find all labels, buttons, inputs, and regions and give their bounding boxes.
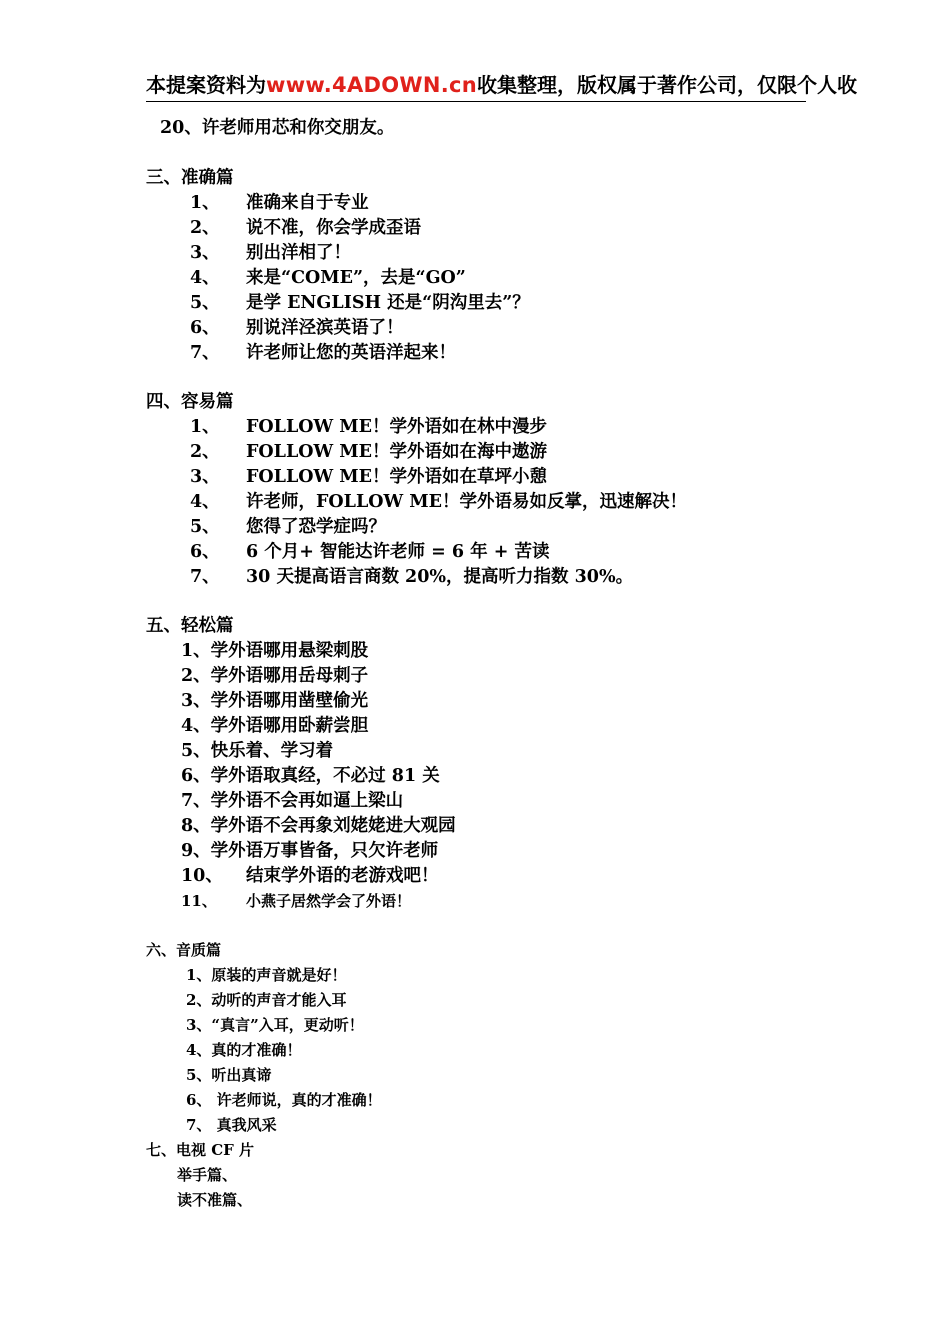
list-item: 4、学外语哪用卧薪尝胆 bbox=[181, 716, 369, 736]
page-header bbox=[146, 70, 950, 100]
list-item: 7、 许老师让您的英语洋起来！ bbox=[190, 343, 456, 363]
list-item: 3、 FOLLOW ME！学外语如在草坪小憩 bbox=[190, 467, 547, 487]
list-item: 3、 别出洋相了！ bbox=[190, 243, 351, 263]
intro-line: 20、许老师用芯和你交朋友。 bbox=[160, 118, 395, 138]
list-item: 7、 30 天提高语言商数 20%，提高听力指数 30%。 bbox=[190, 567, 634, 587]
header-prefix: 本提案资料为 bbox=[146, 73, 266, 97]
section-title-relaxed: 五、轻松篇 bbox=[146, 616, 234, 636]
list-item: 3、“真言”入耳，更动听！ bbox=[186, 1016, 364, 1034]
section-title-easy: 四、容易篇 bbox=[146, 392, 234, 412]
list-item: 6、 许老师说，真的才准确！ bbox=[186, 1091, 382, 1109]
header-suffix: 收集整理，版权属于著作公司，仅限个人收 bbox=[477, 73, 857, 97]
list-item: 1、学外语哪用悬梁刺股 bbox=[181, 641, 369, 661]
list-item: 5、快乐着、学习着 bbox=[181, 741, 334, 761]
section-title-sound: 六、音质篇 bbox=[146, 941, 222, 959]
list-item: 5、听出真谛 bbox=[186, 1066, 272, 1084]
list-item: 7、 真我风采 bbox=[186, 1116, 277, 1134]
list-item: 3、学外语哪用凿壁偷光 bbox=[181, 691, 369, 711]
list-item: 7、学外语不会再如逼上梁山 bbox=[181, 791, 404, 811]
list-item: 2、学外语哪用岳母刺子 bbox=[181, 666, 369, 686]
section-title-tv-cf: 七、电视 CF 片 bbox=[146, 1141, 255, 1159]
list-item: 6、 6 个月+ 智能达许老师 = 6 年 + 苦读 bbox=[190, 542, 550, 562]
list-item: 2、动听的声音才能入耳 bbox=[186, 991, 347, 1009]
list-item: 4、 来是“COME”，去是“GO” bbox=[190, 268, 466, 288]
section-title-accuracy: 三、准确篇 bbox=[146, 168, 234, 188]
list-item: 5、 是学 ENGLISH 还是“阴沟里去”？ bbox=[190, 293, 530, 313]
list-item: 1、 准确来自于专业 bbox=[190, 193, 369, 213]
list-item: 1、 FOLLOW ME！学外语如在林中漫步 bbox=[190, 417, 547, 437]
list-item: 9、学外语万事皆备，只欠许老师 bbox=[181, 841, 439, 861]
list-item: 4、 许老师，FOLLOW ME！学外语易如反掌，迅速解决！ bbox=[190, 492, 687, 512]
list-item: 4、真的才准确！ bbox=[186, 1041, 302, 1059]
header-divider bbox=[146, 101, 806, 102]
list-item: 10、 结束学外语的老游戏吧！ bbox=[181, 866, 439, 886]
list-item: 11、 小燕子居然学会了外语！ bbox=[181, 892, 412, 910]
list-item: 读不准篇、 bbox=[177, 1191, 253, 1209]
list-item: 6、 别说洋泾滨英语了！ bbox=[190, 318, 404, 338]
list-item: 2、 说不准，你会学成歪语 bbox=[190, 218, 421, 238]
list-item: 举手篇、 bbox=[177, 1166, 238, 1184]
list-item: 2、 FOLLOW ME！学外语如在海中遨游 bbox=[190, 442, 547, 462]
header-url[interactable]: www.4ADOWN.cn bbox=[266, 73, 477, 97]
list-item: 5、 您得了恐学症吗？ bbox=[190, 517, 386, 537]
list-item: 1、原装的声音就是好！ bbox=[186, 966, 347, 984]
list-item: 6、学外语取真经，不必过 81 关 bbox=[181, 766, 440, 786]
list-item: 8、学外语不会再象刘姥姥进大观园 bbox=[181, 816, 456, 836]
